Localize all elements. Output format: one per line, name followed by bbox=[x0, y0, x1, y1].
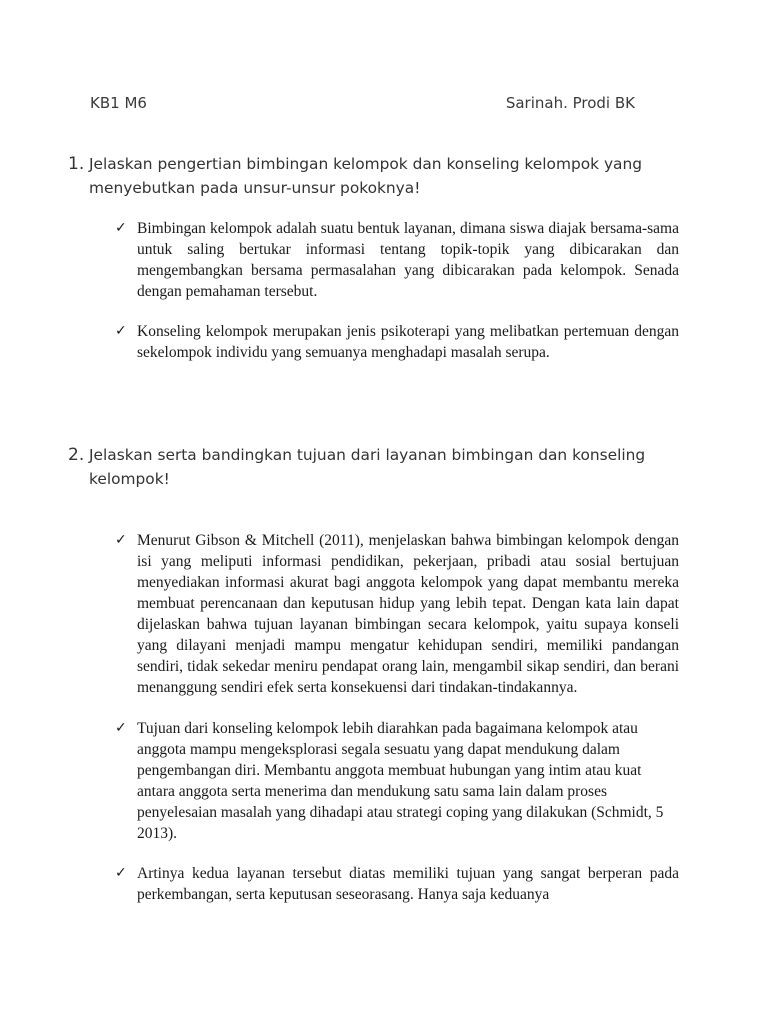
answer-item bbox=[115, 218, 679, 302]
checkmark-icon: ✓ bbox=[115, 720, 127, 736]
question-number: 1. bbox=[68, 154, 85, 174]
question-text: Jelaskan serta bandingkan tujuan dari layanan bimbingan dan konseling kelompok! bbox=[89, 446, 646, 488]
answer-text: Artinya kedua layanan tersebut diatas memiliki tujuan yang sangat berperan pada perkembangan, serta keputusan seseorasang. Hanya saja keduanya bbox=[137, 865, 679, 903]
question-1 bbox=[68, 152, 668, 200]
checkmark-icon: ✓ bbox=[115, 220, 127, 236]
answer-text: Konseling kelompok merupakan jenis psikoterapi yang melibatkan pertemuan dengan sekelompok individu yang semuanya menghadapi masalah serupa. bbox=[137, 323, 679, 361]
checkmark-icon: ✓ bbox=[115, 532, 127, 548]
checkmark-icon: ✓ bbox=[115, 865, 127, 881]
answer-item bbox=[115, 321, 679, 363]
answer-item bbox=[115, 530, 679, 698]
question-number: 2. bbox=[68, 445, 85, 465]
checkmark-icon: ✓ bbox=[115, 323, 127, 339]
question-2 bbox=[68, 443, 668, 491]
header-author: Sarinah. Prodi BK bbox=[505, 94, 635, 112]
question-text: Jelaskan pengertian bimbingan kelompok dan konseling kelompok yang menyebutkan pada unsur-unsur pokoknya! bbox=[89, 155, 643, 197]
document-header bbox=[90, 94, 635, 116]
answer-text: Bimbingan kelompok adalah suatu bentuk layanan, dimana siswa diajak bersama-sama untuk saling bertukar informasi tentang topik-topik yang dibicarakan dan mengembangkan bersama permasalahan yang dibicarakan pada kelompok. Senada dengan pemahaman tersebut. bbox=[137, 220, 679, 300]
answer-item bbox=[115, 863, 679, 905]
answers-2 bbox=[115, 530, 679, 905]
answer-text: Tujuan dari konseling kelompok lebih diarahkan pada bagaimana kelompok atau anggota mampu mengeksplorasi segala sesuatu yang dapat mendukung dalam pengembangan diri. Membantu anggota membuat hubungan yang intim atau kuat antara anggota serta menerima dan mendukung satu sama lain dalam proses penyelesaian masalah yang dihadapi atau strategi coping yang dilakukan (Schmidt, 5 2013). bbox=[137, 720, 664, 842]
answer-text: Menurut Gibson & Mitchell (2011), menjelaskan bahwa bimbingan kelompok dengan isi yang meliputi informasi pendidikan, pekerjaan, pribadi atau sosial bertujuan menyediakan informasi akurat bagi anggota kelompok yang dapat membantu mereka membuat perencanaan dan keputusan hidup yang lebih tepat. Dengan kata lain dapat dijelaskan bahwa tujuan layanan bimbingan secara kelompok, yaitu supaya konseli yang dilayani menjadi mampu mengatur kehidupan sendiri, memiliki pandangan sendiri, tidak sekedar meniru pendapat orang lain, mengambil sikap sendiri, dan berani menanggung sendiri efek serta konsekuensi dari tindakan-tindakannya. bbox=[137, 532, 679, 696]
answers-1 bbox=[115, 218, 679, 363]
answer-item bbox=[115, 718, 679, 844]
header-course-code: KB1 M6 bbox=[90, 94, 147, 112]
